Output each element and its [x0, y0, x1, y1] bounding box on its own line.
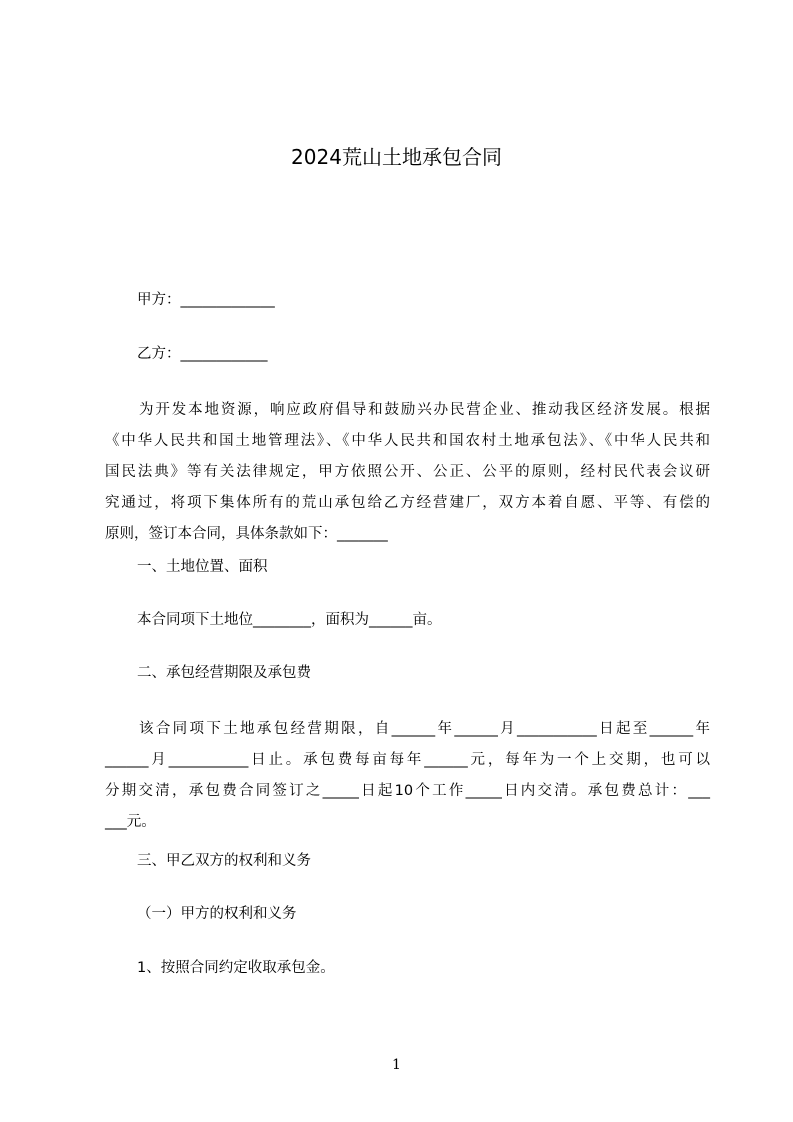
intro-line: 原则，签订本合同，具体条款如下：_______ [105, 526, 388, 542]
intro-line: 为开发本地资源，响应政府倡导和鼓励兴办民营企业、推动我区经济发展。根据 [139, 402, 710, 418]
intro-line: 究通过，将项下集体所有的荒山承包给乙方经营建厂，双方本着自愿、平等、有偿的 [105, 495, 710, 511]
term-line: 分期交清，承包费合同签订之_____日起10个工作_____日内交清。承包费总计：___ [105, 783, 710, 799]
intro-paragraph [105, 395, 710, 550]
party-a-line: 甲方：_____________ [137, 292, 275, 308]
section-text: 本合同项下土地位________，面积为______亩。 [137, 612, 442, 628]
party-b-line: 乙方：____________ [137, 346, 268, 362]
section-heading: 一、土地位置、面积 [137, 559, 268, 575]
section-heading: 二、承包经营期限及承包费 [137, 665, 311, 681]
term-line: ______月___________日止。承包费每亩每年______元，每年为一个上交期，也可以 [105, 752, 710, 768]
page-number: 1 [392, 1057, 401, 1073]
intro-line: 《中华人民共和国土地管理法》、《中华人民共和国农村土地承包法》、《中华人民共和 [105, 433, 710, 449]
section-heading: 三、甲乙双方的权利和义务 [137, 853, 311, 869]
subsection-heading: （一）甲方的权利和义务 [137, 906, 297, 922]
intro-line: 国民法典》等有关法律规定，甲方依照公开、公正、公平的原则，经村民代表会议研 [105, 464, 710, 480]
list-item: 1、按照合同约定收取承包金。 [137, 960, 335, 976]
term-line: 该合同项下土地承包经营期限，自______年______月___________日起至______年 [139, 721, 710, 737]
document-title: 2024荒山土地承包合同 [291, 145, 502, 169]
term-paragraph [105, 714, 710, 838]
term-line: ___元。 [105, 814, 156, 830]
